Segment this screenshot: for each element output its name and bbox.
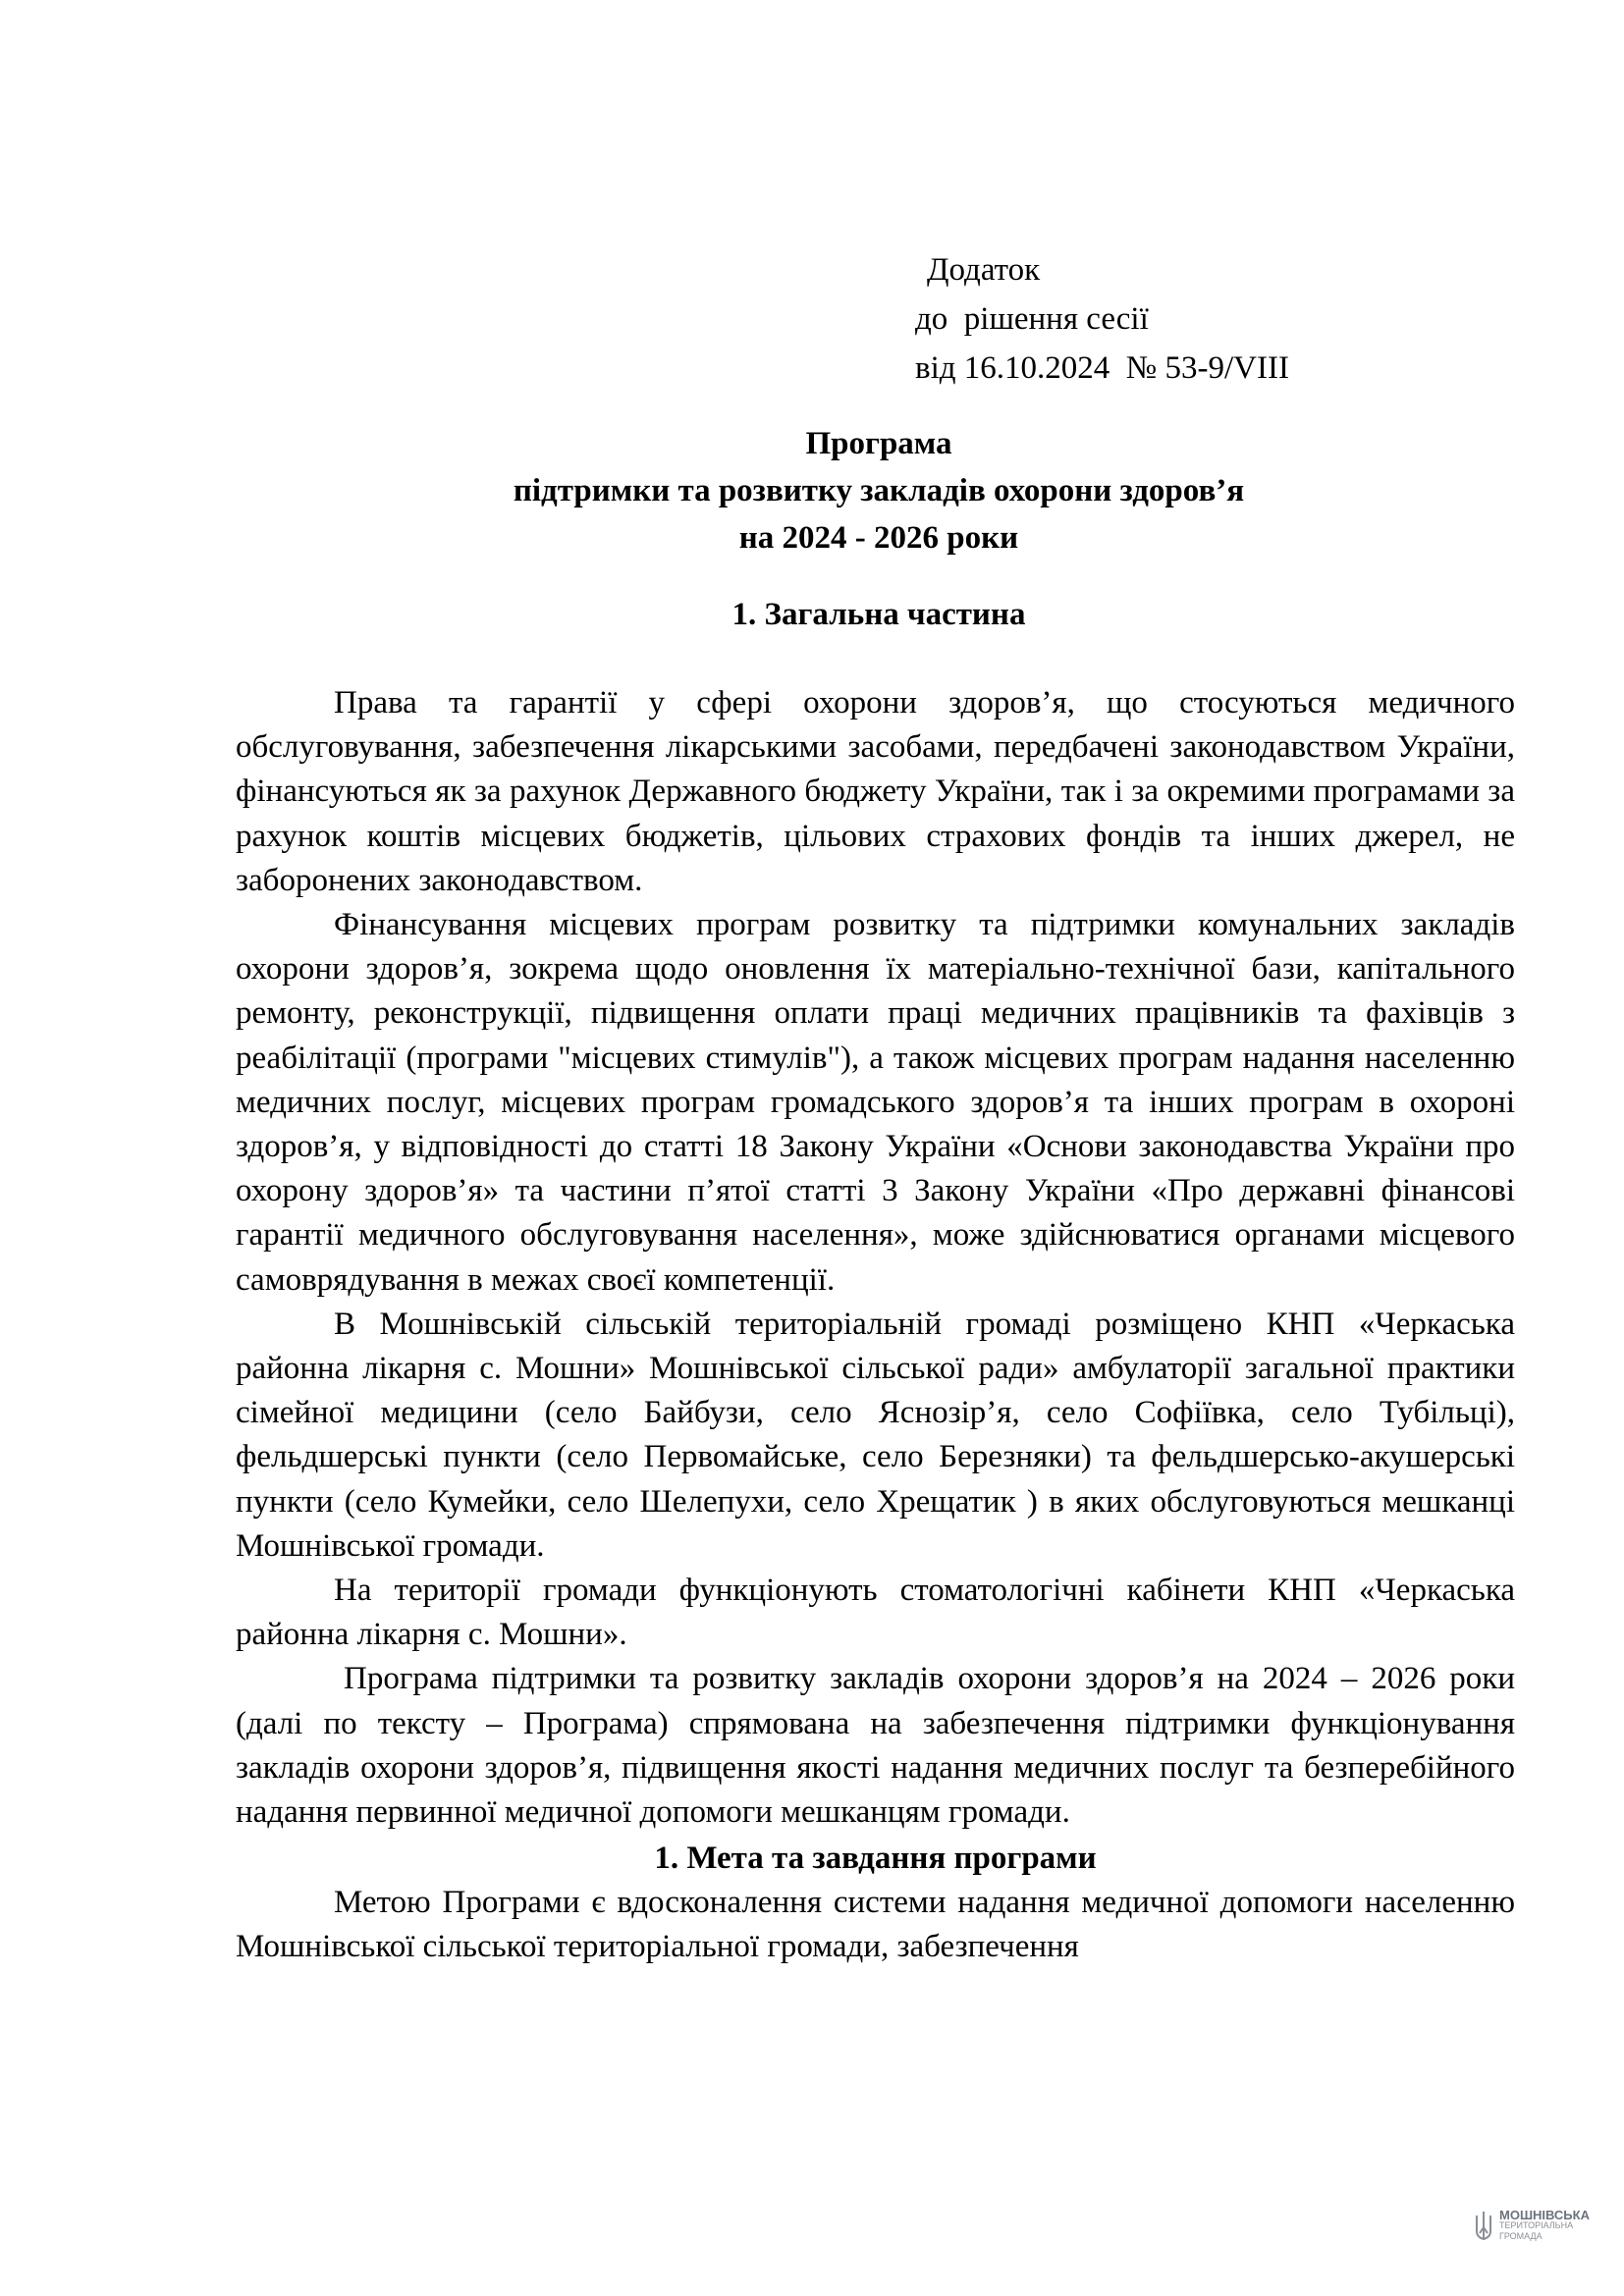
logo-line-3: ГРОМАДА — [1499, 2231, 1543, 2241]
trident-emblem-icon — [1473, 2210, 1494, 2242]
logo-line-2: ТЕРИТОРІАЛЬНА — [1499, 2220, 1574, 2230]
paragraph-1: Права та гарантії у сфері охорони здоров’я, що стосуються медичного обслуговування, забезпечення лікарськими засобами, передбачені законодавством України, фінансуються як за рахунок Державного бюджету України, так і за окремими програмами за рахунок коштів місцевих бюджетів, цільових страхових фондів та інших джерел, не заборонених законодавством. — [236, 685, 1515, 898]
annex-label: Додаток — [927, 252, 1041, 288]
section-2-paragraph: Метою Програми є вдосконалення системи надання медичної допомоги населенню Мошнівської сільської територіальної громади, забезпечення — [236, 1885, 1515, 1965]
annex-block — [915, 245, 1289, 393]
annex-decision-label: до рішення сесії — [915, 301, 1149, 337]
logo-line-1: МОШНІВСЬКА — [1499, 2208, 1590, 2222]
community-logo — [1473, 2210, 1590, 2242]
title-line-1: Програма — [805, 426, 952, 461]
logo-text — [1499, 2210, 1590, 2242]
annex-date-number: від 16.10.2024 № 53-9/VIII — [915, 350, 1289, 386]
document-body — [236, 681, 1515, 1970]
title-line-2: підтримки та розвитку закладів охорони здоров’я — [513, 473, 1245, 508]
paragraph-5: Програма підтримки та розвитку закладів охорони здоров’я на 2024 – 2026 роки (далі по тексту – Програма) спрямована на забезпечення підтримки функціонування закладів охорони здоров’я, підвищення якості надання медичних послуг та безперебійного надання первинної медичної допомоги мешканцям громади. — [236, 1661, 1515, 1831]
paragraph-4: На території громади функціонують стоматологічні кабінети КНП «Черкаська районна лікарня с. Мошни». — [236, 1573, 1515, 1653]
document-title — [236, 420, 1522, 561]
title-line-3: на 2024 - 2026 роки — [738, 520, 1019, 556]
section-1-heading: 1. Загальна частина — [731, 597, 1026, 632]
paragraph-2: Фінансування місцевих програм розвитку та підтримки комунальних закладів охорони здоров’я, зокрема щодо оновлення їх матеріально-технічної бази, капітального ремонту, реконструкції, підвищення оплати праці медичних працівників та фахівців з реабілітації (програми "місцевих стимулів"), а також місцевих програм надання населенню медичних послуг, місцевих програм громадського здоров’я та інших програм в охороні здоров’я, у відповідності до статті 18 Закону України «Основи законодавства України про охорону здоров’я» та частини п’ятої статті 3 Закону України «Про державні фінансові гарантії медичного обслуговування населення», може здійснюватися органами місцевого самоврядування в межах своєї компетенції. — [236, 907, 1515, 1298]
section-2-heading: 1. Мета та завдання програми — [654, 1841, 1097, 1877]
paragraph-3: В Мошнівській сільській територіальній громаді розміщено КНП «Черкаська районна лікарня с. Мошни» Мошнівської сільської ради» амбулаторії загальної практики сімейної медицини (село Байбузи, село Яснозір’я, село Софіївка, село Тубільці), фельдшерські пункти (село Первомайське, село Березняки) та фельдшерсько-акушерські пункти (село Кумейки, село Шелепухи, село Хрещатик ) в яких обслуговуються мешканці Мошнівської громади. — [236, 1306, 1515, 1564]
